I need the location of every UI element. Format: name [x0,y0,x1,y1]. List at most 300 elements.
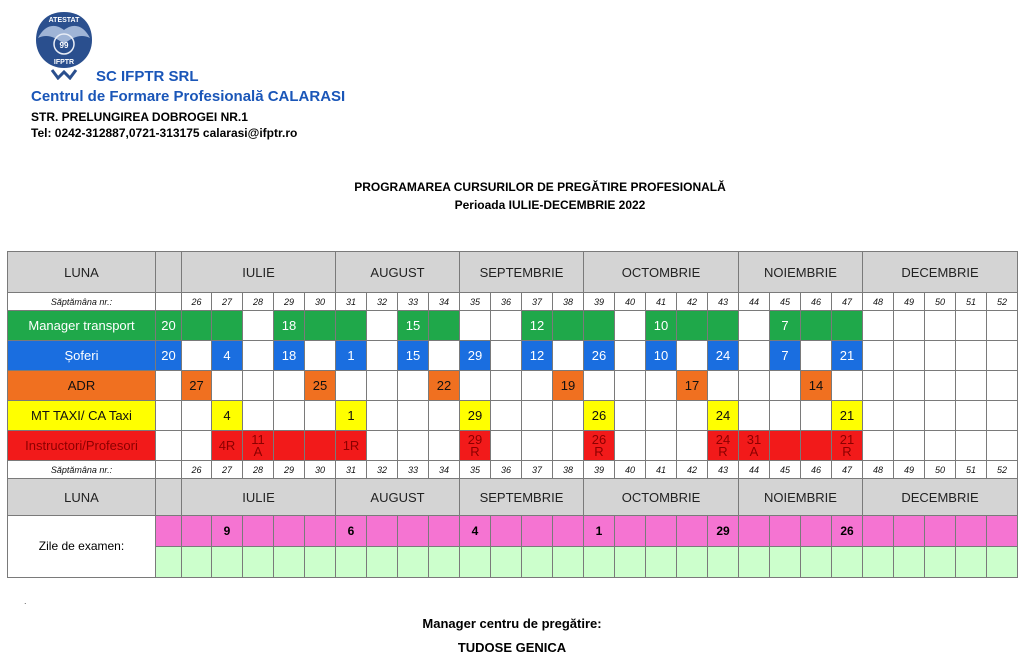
course-cell [646,371,677,401]
exam-extra-cell [274,547,305,578]
course-first-day [156,431,182,461]
month-noiembrie: NOIEMBRIE [739,252,863,293]
course-cell [305,371,336,401]
course-cell [677,431,708,461]
course-cell [615,401,646,431]
exam-day-cell: 6 [336,516,367,547]
month-noiembrie: NOIEMBRIE [739,479,863,516]
exam-day-cell: 1 [584,516,615,547]
course-start-day: 18 [281,347,297,363]
exam-day-cell [305,516,336,547]
week-43: 43 [708,293,739,311]
exam-extra-cell [770,547,801,578]
exam-day-cell [156,516,182,547]
course-cell [584,341,615,371]
week-35: 35 [460,461,491,479]
course-row [8,341,1018,371]
exam-extra-cell [156,547,182,578]
course-first-day: 20 [156,341,182,371]
course-cell [367,371,398,401]
exam-day-cell [367,516,398,547]
week-32: 32 [367,293,398,311]
course-cell [491,431,522,461]
exam-day-cell: 26 [832,516,863,547]
exam-day-cell [615,516,646,547]
course-cell [274,431,305,461]
course-cell [182,311,212,341]
course-cell [925,431,956,461]
course-cell [677,341,708,371]
week-46: 46 [801,461,832,479]
course-cell [398,431,429,461]
week-52: 52 [987,461,1018,479]
exam-day-cell [739,516,770,547]
course-cell [801,371,832,401]
course-start-day: 24 [715,407,731,423]
exam-day-cell [770,516,801,547]
document-title: PROGRAMAREA CURSURILOR DE PREGĂTIRE PROFESIONALĂ [354,180,726,194]
center-name: Centrul de Formare Profesională CALARASI [31,88,346,105]
exam-day-cell: 9 [212,516,243,547]
course-cell [708,431,739,461]
course-start-day: 1R [342,437,360,453]
course-start-day: 22 [436,377,452,393]
exam-days-row [8,516,1018,547]
week-49: 49 [894,461,925,479]
course-cell [274,371,305,401]
course-cell [243,311,274,341]
course-cell [336,311,367,341]
exam-day-cell: 4 [460,516,491,547]
course-cell [460,341,491,371]
course-cell [770,341,801,371]
course-cell [212,401,243,431]
course-cell [460,431,491,461]
exam-day-cell: 29 [708,516,739,547]
course-cell [336,371,367,401]
course-cell [182,371,212,401]
week-31: 31 [336,293,367,311]
course-cell [646,431,677,461]
course-cell [553,401,584,431]
course-cell [956,431,987,461]
exam-day-cell [553,516,584,547]
course-cell [212,341,243,371]
course-start-day: 27 [189,377,204,393]
course-cell [522,341,553,371]
week-33: 33 [398,461,429,479]
exam-day-cell [956,516,987,547]
course-cell [522,401,553,431]
exam-day-cell [801,516,832,547]
week-46: 46 [801,293,832,311]
week-48: 48 [863,461,894,479]
course-cell [646,341,677,371]
course-cell [553,341,584,371]
course-cell [801,311,832,341]
course-cell [894,431,925,461]
address: STR. PRELUNGIREA DOBROGEI NR.1 [31,110,248,124]
course-cell [212,371,243,401]
luna-blank [156,479,182,516]
course-start-day: 21 [839,407,855,423]
exam-extra-cell [646,547,677,578]
exam-day-cell [894,516,925,547]
luna-blank [156,252,182,293]
course-cell [553,371,584,401]
week-34: 34 [429,293,460,311]
course-cell [956,371,987,401]
week-48: 48 [863,293,894,311]
month-decembrie: DECEMBRIE [863,479,1018,516]
week-blank [156,293,182,311]
course-label: Manager transport [8,311,156,341]
exam-extra-cell [677,547,708,578]
week-34: 34 [429,461,460,479]
course-start-day: 15 [405,347,421,363]
course-start-day: 31 A [746,431,762,459]
course-cell [429,371,460,401]
course-cell [182,431,212,461]
course-cell [274,311,305,341]
week-43: 43 [708,461,739,479]
week-28: 28 [243,293,274,311]
week-41: 41 [646,293,677,311]
course-start-day: 10 [653,347,669,363]
exam-day-cell [429,516,460,547]
course-cell [987,341,1018,371]
month-header-row [8,479,1018,516]
course-cell [987,401,1018,431]
course-first-day [156,401,182,431]
course-start-day: 10 [653,317,669,333]
week-41: 41 [646,461,677,479]
course-cell [522,371,553,401]
exam-day-cell [182,516,212,547]
course-start-day: 26 R [591,431,607,459]
week-47: 47 [832,461,863,479]
course-cell [770,401,801,431]
course-start-day: 18 [281,317,297,333]
course-cell [460,401,491,431]
week-40: 40 [615,293,646,311]
exam-extra-cell [925,547,956,578]
exam-day-cell [491,516,522,547]
course-cell [305,431,336,461]
course-row [8,371,1018,401]
week-29: 29 [274,461,305,479]
course-cell [274,341,305,371]
exam-extra-cell [863,547,894,578]
exam-extra-cell [243,547,274,578]
course-start-day: 24 R [715,431,731,459]
course-row [8,431,1018,461]
week-29: 29 [274,293,305,311]
week-39: 39 [584,293,615,311]
course-cell [491,341,522,371]
course-cell [367,401,398,431]
week-37: 37 [522,461,553,479]
course-cell [553,431,584,461]
week-label: Săptămâna nr.: [8,293,156,311]
course-cell [212,311,243,341]
course-start-day: 14 [808,377,824,393]
course-cell [894,311,925,341]
course-start-day: 11 A [251,431,265,459]
course-start-day: 12 [529,347,545,363]
course-cell [832,401,863,431]
course-cell [677,371,708,401]
week-36: 36 [491,293,522,311]
exam-extra-cell [182,547,212,578]
course-cell [584,431,615,461]
course-start-day: 26 [591,407,607,423]
exam-extra-cell [832,547,863,578]
course-start-day: 15 [405,317,421,333]
course-cell [708,371,739,401]
exam-extra-row [8,547,1018,578]
week-26: 26 [182,293,212,311]
course-cell [894,341,925,371]
month-iulie: IULIE [182,252,336,293]
exam-day-cell [925,516,956,547]
month-august: AUGUST [336,252,460,293]
course-cell [832,341,863,371]
course-cell [770,371,801,401]
exam-extra-cell [615,547,646,578]
exam-day-cell [398,516,429,547]
course-start-day: 29 R [467,431,483,459]
week-52: 52 [987,293,1018,311]
week-27: 27 [212,293,243,311]
course-cell [863,431,894,461]
course-start-day: 1 [347,347,355,363]
course-start-day: 4R [218,437,236,453]
logo-text-top: ATESTAT [48,17,80,24]
week-32: 32 [367,461,398,479]
course-cell [336,431,367,461]
course-start-day: 29 [467,347,483,363]
course-start-day: 21 R [839,431,855,459]
week-45: 45 [770,293,801,311]
manager-name: TUDOSE GENICA [457,640,567,655]
month-octombrie: OCTOMBRIE [584,479,739,516]
course-cell [584,311,615,341]
course-cell [708,401,739,431]
course-cell [987,311,1018,341]
week-39: 39 [584,461,615,479]
course-start-day: 19 [560,377,576,393]
week-26: 26 [182,461,212,479]
exam-extra-cell [491,547,522,578]
month-decembrie: DECEMBRIE [863,252,1018,293]
exam-extra-cell [522,547,553,578]
org-name: SC IFPTR SRL [96,68,199,85]
course-label: ADR [8,371,156,401]
course-cell [677,311,708,341]
course-cell [894,401,925,431]
course-cell [460,371,491,401]
month-septembrie: SEPTEMBRIE [460,479,584,516]
exam-day-cell [522,516,553,547]
course-cell [429,431,460,461]
exam-extra-cell [460,547,491,578]
week-51: 51 [956,461,987,479]
course-cell [770,311,801,341]
course-cell [398,341,429,371]
course-cell [367,341,398,371]
course-cell [584,371,615,401]
course-cell [770,431,801,461]
course-cell [336,401,367,431]
course-cell [212,431,243,461]
exam-extra-cell [801,547,832,578]
exam-day-cell [987,516,1018,547]
week-blank [156,461,182,479]
course-cell [305,401,336,431]
month-iulie: IULIE [182,479,336,516]
course-cell [956,401,987,431]
week-31: 31 [336,461,367,479]
week-27: 27 [212,461,243,479]
logo-text-bottom: IFPTR [53,59,75,66]
exam-extra-cell [429,547,460,578]
course-row [8,311,1018,341]
course-cell [615,311,646,341]
week-38: 38 [553,461,584,479]
course-cell [646,311,677,341]
week-51: 51 [956,293,987,311]
course-cell [987,371,1018,401]
course-label: Instructori/Profesori [8,431,156,461]
exam-extra-cell [553,547,584,578]
week-35: 35 [460,293,491,311]
course-cell [182,401,212,431]
course-first-day [156,371,182,401]
course-cell [491,311,522,341]
course-cell [615,341,646,371]
course-cell [243,431,274,461]
month-octombrie: OCTOMBRIE [584,252,739,293]
course-cell [182,341,212,371]
course-cell [832,431,863,461]
course-cell [429,311,460,341]
course-cell [894,371,925,401]
document-period: Perioada IULIE-DECEMBRIE 2022 [454,198,646,212]
week-47: 47 [832,293,863,311]
course-cell [925,401,956,431]
course-cell [739,371,770,401]
course-cell [336,341,367,371]
exam-extra-cell [584,547,615,578]
course-cell [398,311,429,341]
course-cell [863,341,894,371]
course-cell [460,311,491,341]
week-label: Săptămâna nr.: [8,461,156,479]
week-40: 40 [615,461,646,479]
exam-label: Zile de examen: [8,516,156,578]
course-cell [243,371,274,401]
course-start-day: 7 [781,317,789,333]
course-start-day: 12 [529,317,545,333]
exam-day-cell [243,516,274,547]
week-number-row [8,293,1018,311]
course-cell [801,341,832,371]
company-logo [30,8,98,80]
course-cell [739,431,770,461]
week-30: 30 [305,293,336,311]
month-header-row [8,252,1018,293]
week-42: 42 [677,293,708,311]
exam-day-cell [646,516,677,547]
course-label: MT TAXI/ CA Taxi [8,401,156,431]
week-50: 50 [925,293,956,311]
course-cell [615,371,646,401]
course-cell [739,311,770,341]
course-cell [832,371,863,401]
logo-text-mid: 99 [59,41,69,50]
luna-label: LUNA [8,479,156,516]
course-cell [863,371,894,401]
week-33: 33 [398,293,429,311]
exam-day-cell [677,516,708,547]
course-start-day: 4 [223,347,231,363]
course-start-day: 4 [223,407,231,423]
week-number-row [8,461,1018,479]
week-42: 42 [677,461,708,479]
week-38: 38 [553,293,584,311]
course-cell [615,431,646,461]
course-cell [305,311,336,341]
course-cell [646,401,677,431]
exam-extra-cell [956,547,987,578]
course-cell [522,311,553,341]
course-start-day: 25 [312,377,328,393]
course-cell [274,401,305,431]
exam-extra-cell [987,547,1018,578]
course-cell [801,401,832,431]
course-cell [305,341,336,371]
course-row [8,401,1018,431]
course-cell [553,311,584,341]
course-cell [925,341,956,371]
course-cell [956,311,987,341]
week-50: 50 [925,461,956,479]
exam-extra-cell [305,547,336,578]
week-30: 30 [305,461,336,479]
exam-extra-cell [739,547,770,578]
course-cell [522,431,553,461]
exam-day-cell [863,516,894,547]
course-start-day: 7 [781,347,789,363]
luna-label: LUNA [8,252,156,293]
exam-extra-cell [894,547,925,578]
month-septembrie: SEPTEMBRIE [460,252,584,293]
course-cell [956,341,987,371]
course-cell [584,401,615,431]
course-start-day: 17 [684,377,700,393]
course-cell [367,311,398,341]
course-start-day: 24 [715,347,731,363]
exam-extra-cell [398,547,429,578]
course-cell [801,431,832,461]
schedule-table [7,251,1018,578]
course-cell [398,401,429,431]
course-cell [925,311,956,341]
course-label: Șoferi [8,341,156,371]
exam-extra-cell [367,547,398,578]
course-cell [708,341,739,371]
